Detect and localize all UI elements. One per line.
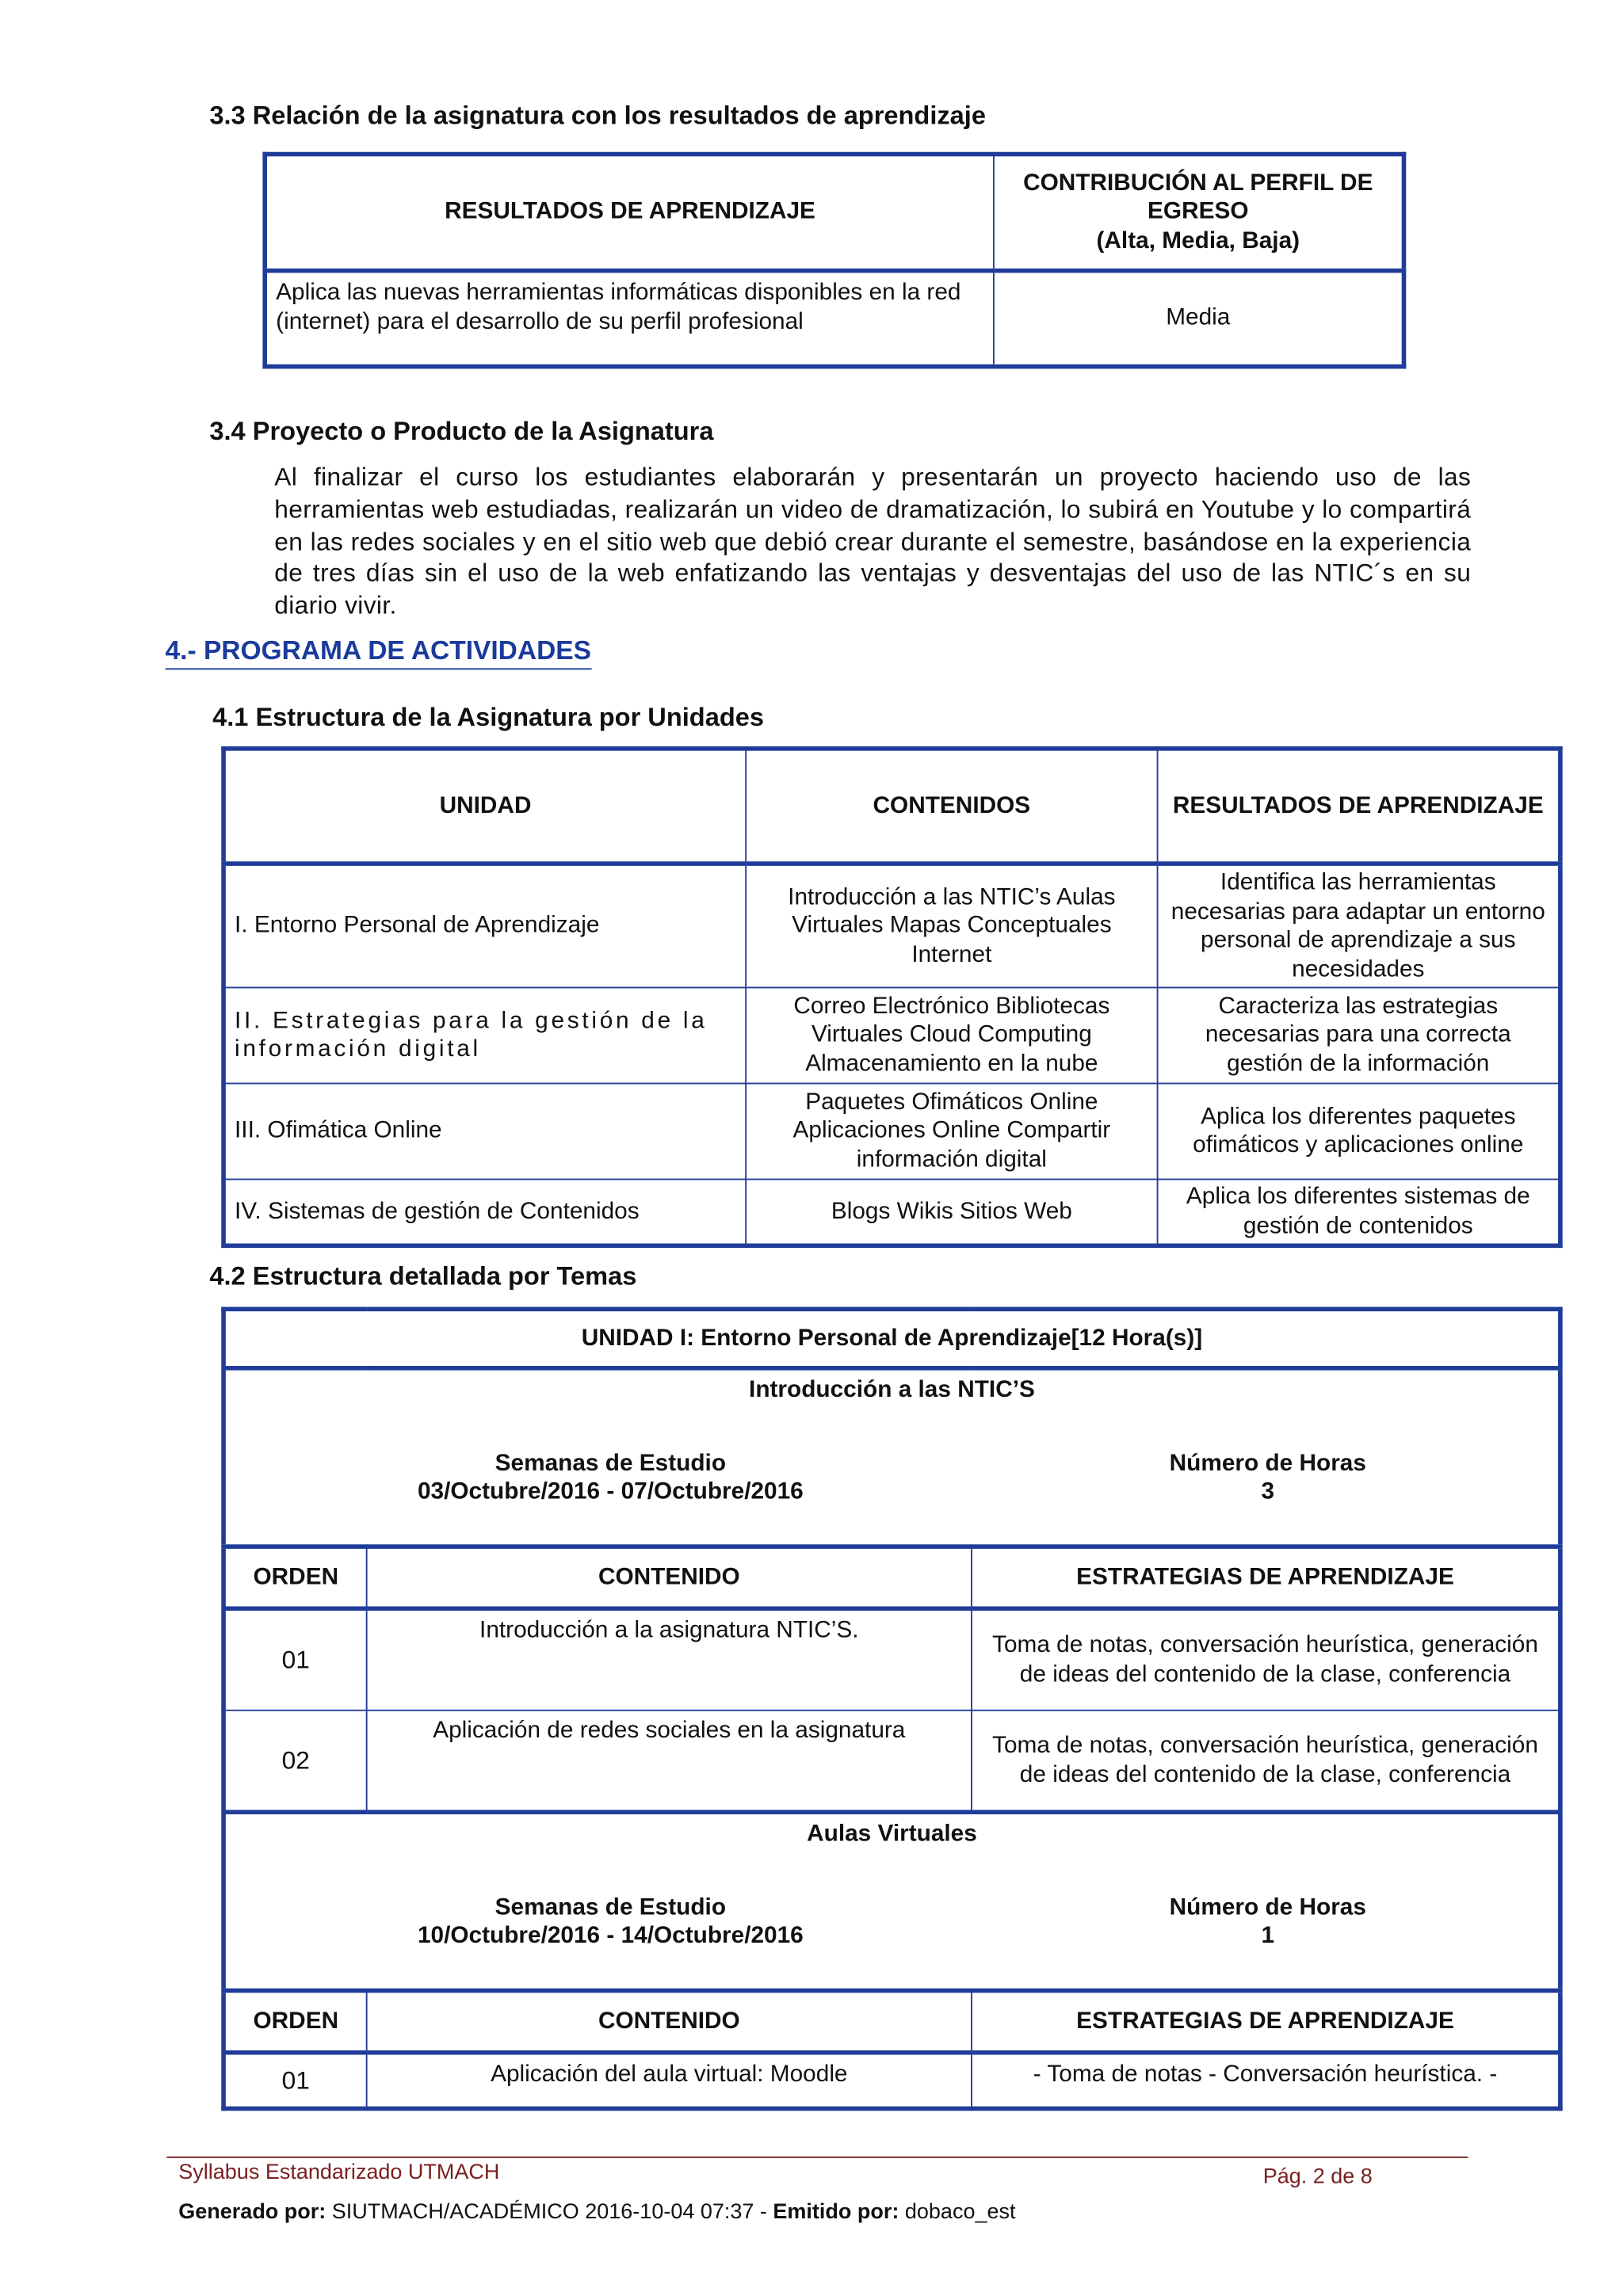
content-cell: Aplicación de redes sociales en la asignatura (367, 1711, 972, 1812)
learning-outcomes-table (262, 152, 1406, 369)
outcome-cell: Aplica los diferentes paquetes ofimáticos y aplicaciones online (1158, 1083, 1560, 1179)
table-row (223, 1608, 1560, 1710)
project-description: Al finalizar el curso los estudiantes elaborarán y presentarán un proyecto haciendo uso de las herramientas web estudiadas, realizarán un video de dramatización, lo subirá en Youtube y lo compartirá en las redes sociales y en el sitio web que debió crear durante el semestre, basándose en la experiencia de tres días sin el uso de la web enfatizando las ventajas y desventajas del uso de las NTIC´s en su diario vivir. (274, 463, 1472, 620)
header-order: ORDEN (223, 1547, 367, 1608)
contents-cell: Correo Electrónico Bibliotecas Virtuales Cloud Computing Almacenamiento en la nube (746, 987, 1157, 1083)
header-content: CONTENIDO (367, 1990, 972, 2052)
hours-label: Número de Horas (1169, 1451, 1366, 1476)
section-3-3-heading: 3.3 Relación de la asignatura con los resultados de aprendizaje (209, 100, 986, 130)
topics-table (221, 1307, 1562, 2111)
table-row (223, 1083, 1560, 1179)
topic-block (223, 1812, 1560, 1990)
strategy-cell: Toma de notas, conversación heurística, generación de ideas del contenido de la clase, conferencia (972, 1608, 1560, 1710)
order-cell: 02 (223, 1711, 367, 1812)
unit-cell: I. Entorno Personal de Aprendizaje (223, 864, 746, 987)
table-row (223, 2053, 1560, 2109)
strategy-cell: - Toma de notas - Conversación heurística. - (972, 2053, 1560, 2109)
unit-cell: II. Estrategias para la gestión de la información digital (223, 987, 746, 1083)
topic-block (223, 1368, 1560, 1547)
hours-label: Número de Horas (1169, 1894, 1366, 1920)
section-3-4-heading: 3.4 Proyecto o Producto de la Asignatura (209, 416, 714, 446)
order-cell: 01 (223, 1608, 367, 1710)
header-contents: CONTENIDOS (746, 749, 1157, 864)
weeks-label: Semanas de Estudio (495, 1451, 727, 1476)
footer-divider (166, 2157, 1468, 2158)
section-4-heading: 4.- PROGRAMA DE ACTIVIDADES (166, 635, 591, 669)
strategy-cell: Toma de notas, conversación heurística, generación de ideas del contenido de la clase, conferencia (972, 1711, 1560, 1812)
table-row (223, 987, 1560, 1083)
footer-title: Syllabus Estandarizado UTMACH (178, 2161, 500, 2185)
topic-name: Introducción a las NTIC’S (749, 1377, 1035, 1403)
unit-cell: III. Ofimática Online (223, 1083, 746, 1179)
outcome-cell: Aplica las nuevas herramientas informáticas disponibles en la red (internet) para el desarrollo de su perfil profesional (265, 271, 994, 367)
header-outcomes: RESULTADOS DE APRENDIZAJE (1158, 749, 1560, 864)
outcome-cell: Identifica las herramientas necesarias para adaptar un entorno personal de aprendizaje a sus necesidades (1158, 864, 1560, 987)
contents-cell: Blogs Wikis Sitios Web (746, 1180, 1157, 1246)
units-table (221, 746, 1562, 1248)
unit-cell: IV. Sistemas de gestión de Contenidos (223, 1180, 746, 1246)
order-cell: 01 (223, 2053, 367, 2109)
contents-cell: Paquetes Ofimáticos Online Aplicaciones Online Compartir información digital (746, 1083, 1157, 1179)
table-row (223, 864, 1560, 987)
header-unit: UNIDAD (223, 749, 746, 864)
section-4-2-heading: 4.2 Estructura detallada por Temas (209, 1261, 637, 1291)
contribution-cell: Media (994, 271, 1404, 367)
outcome-cell: Caracteriza las estrategias necesarias para una correcta gestión de la información (1158, 987, 1560, 1083)
hours-value: 1 (1261, 1923, 1275, 1949)
generated-by: Generado por: SIUTMACH/ACADÉMICO 2016-10-04 07:37 - Emitido por: dobaco_est (178, 2200, 1016, 2225)
contents-cell: Introducción a las NTIC’s Aulas Virtuales Mapas Conceptuales Internet (746, 864, 1157, 987)
header-strategies: ESTRATEGIAS DE APRENDIZAJE (972, 1547, 1560, 1608)
hours-value: 3 (1261, 1479, 1275, 1505)
table-row (223, 1711, 1560, 1812)
topic-name: Aulas Virtuales (807, 1821, 977, 1847)
header-strategies: ESTRATEGIAS DE APRENDIZAJE (972, 1990, 1560, 2052)
section-4-1-heading: 4.1 Estructura de la Asignatura por Unidades (212, 702, 764, 732)
header-results: RESULTADOS DE APRENDIZAJE (265, 154, 994, 271)
unit-title: UNIDAD I: Entorno Personal de Aprendizaje[12 Hora(s)] (223, 1309, 1560, 1367)
table-row (223, 1180, 1560, 1246)
content-cell: Aplicación del aula virtual: Moodle (367, 2053, 972, 2109)
weeks-value: 03/Octubre/2016 - 07/Octubre/2016 (417, 1479, 804, 1505)
content-cell: Introducción a la asignatura NTIC’S. (367, 1608, 972, 1710)
header-order: ORDEN (223, 1990, 367, 2052)
outcome-cell: Aplica los diferentes sistemas de gestión de contenidos (1158, 1180, 1560, 1246)
header-contribution: CONTRIBUCIÓN AL PERFIL DE EGRESO (Alta, Media, Baja) (994, 154, 1404, 271)
header-content: CONTENIDO (367, 1547, 972, 1608)
page-number: Pág. 2 de 8 (1262, 2165, 1373, 2189)
weeks-label: Semanas de Estudio (495, 1894, 727, 1920)
weeks-value: 10/Octubre/2016 - 14/Octubre/2016 (417, 1923, 804, 1949)
